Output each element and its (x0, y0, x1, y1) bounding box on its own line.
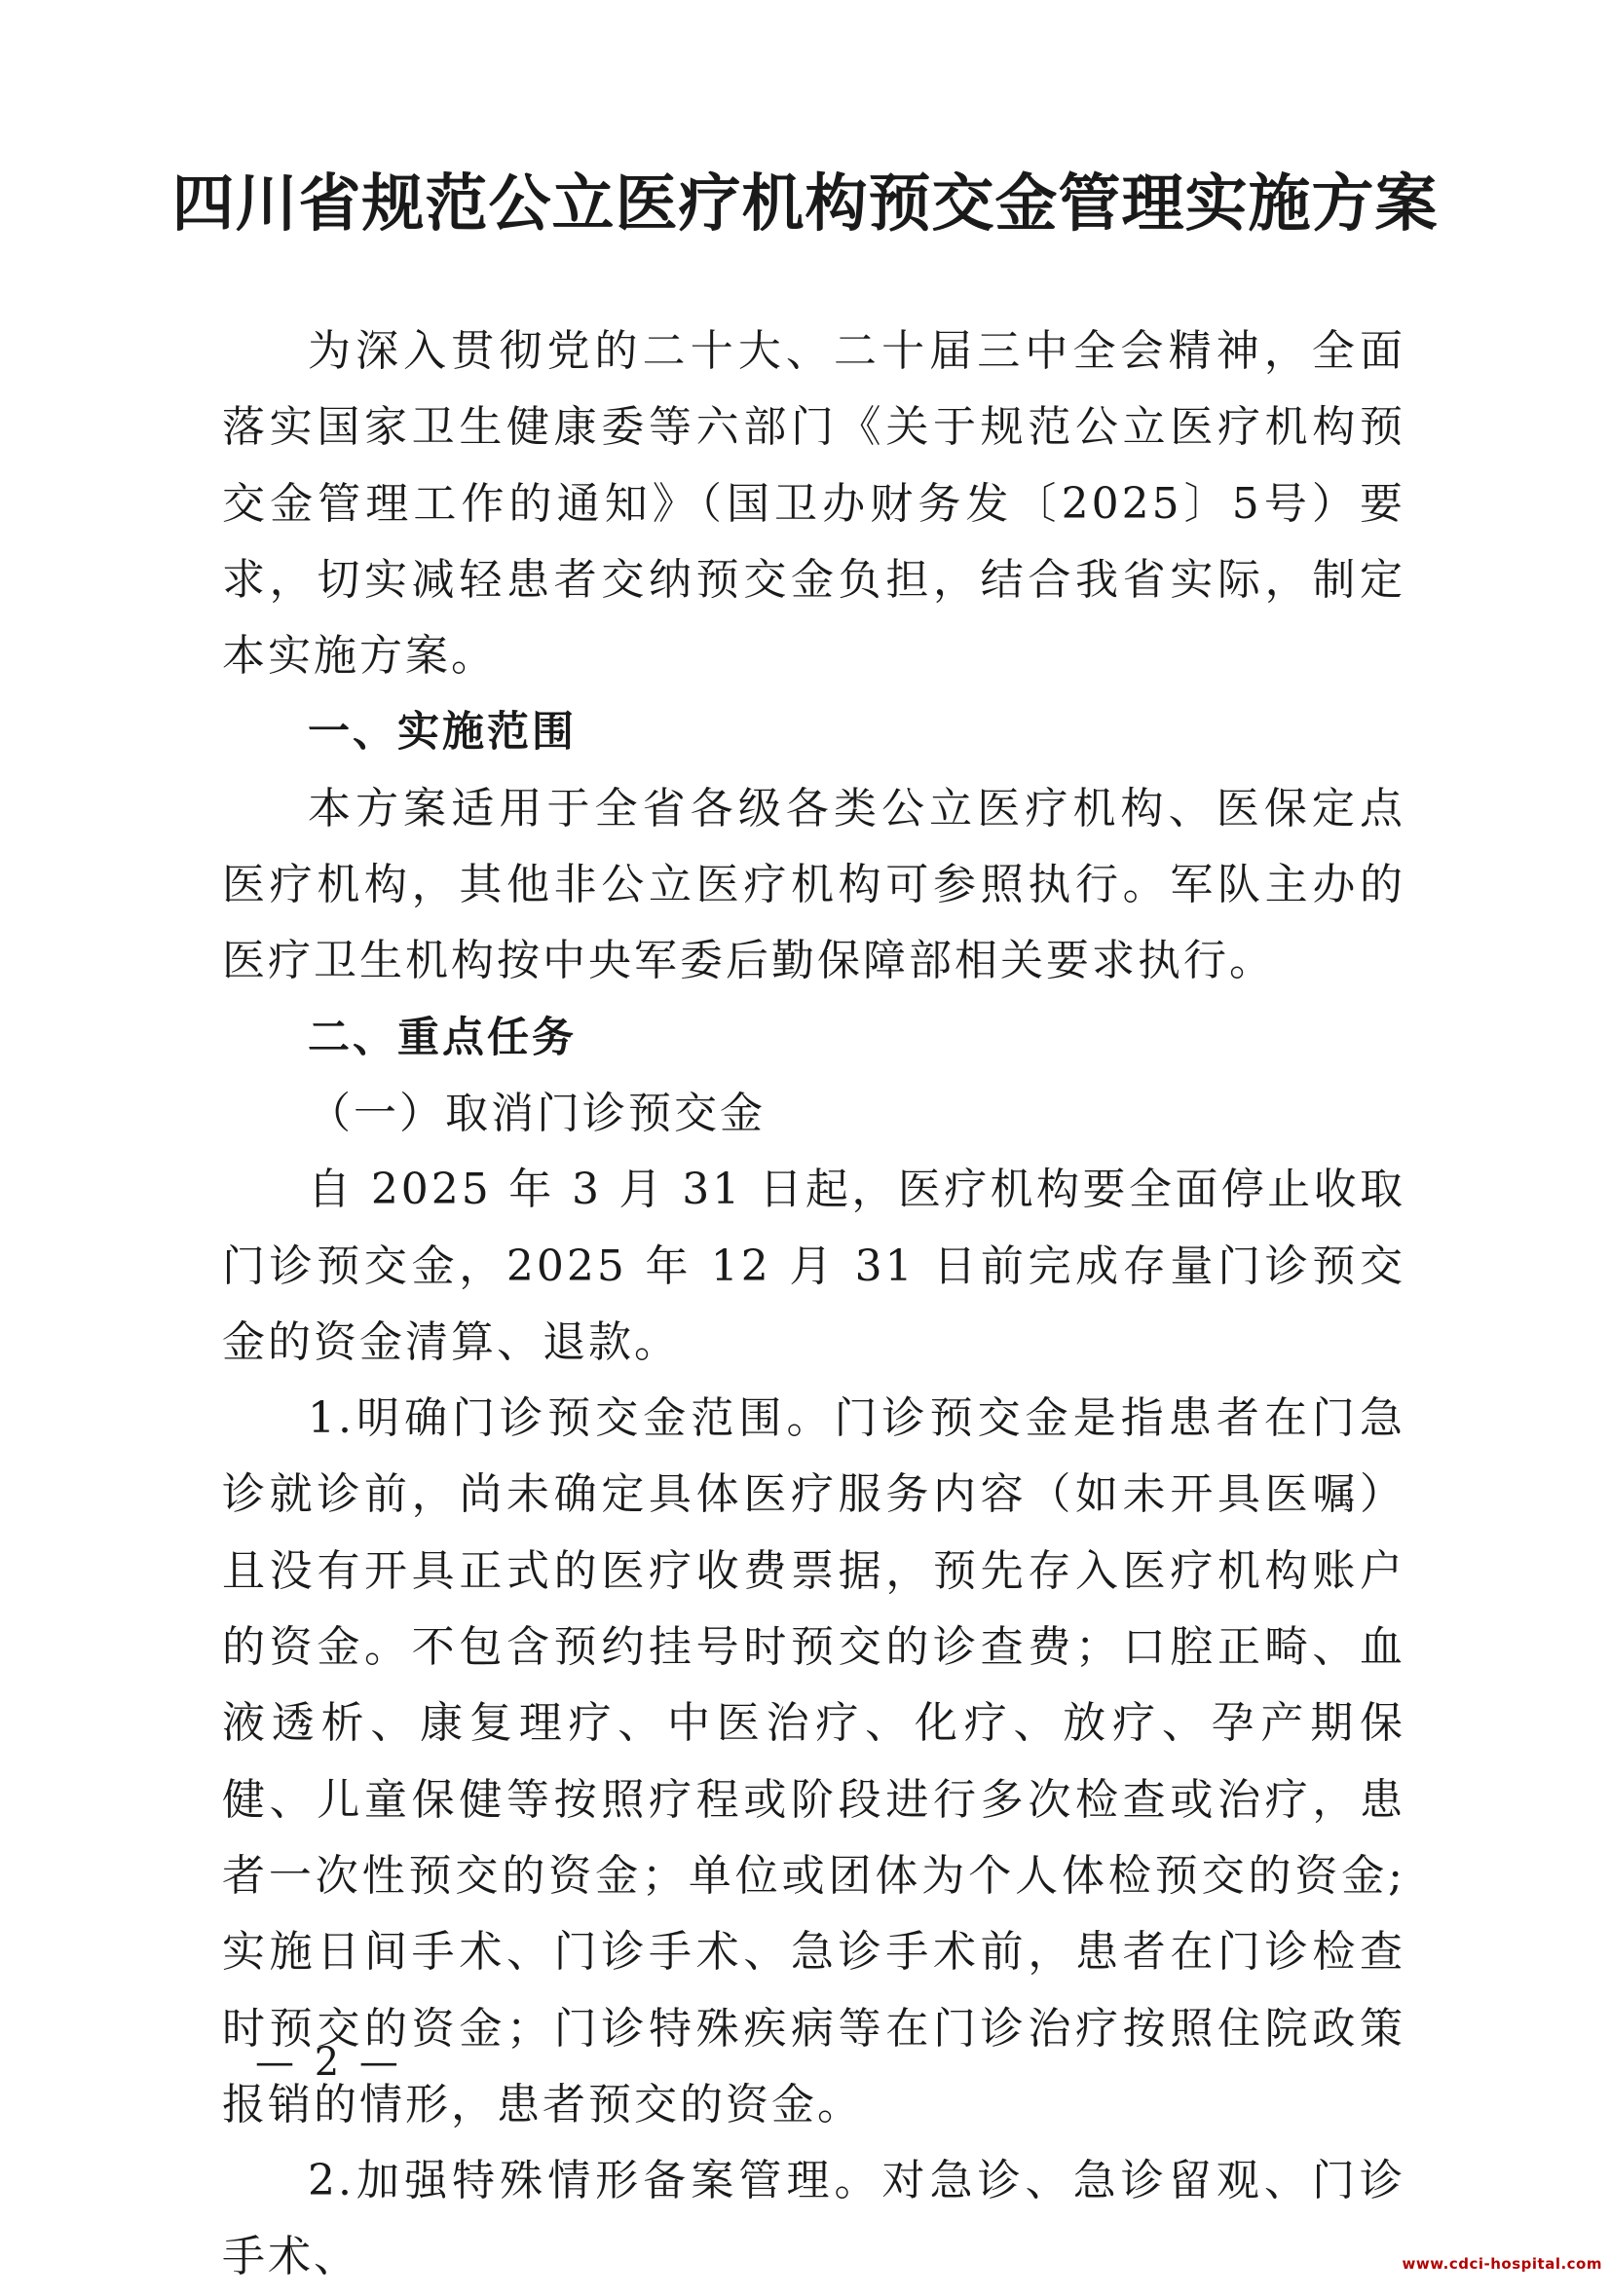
site-watermark: www.cdci-hospital.com (1402, 2255, 1602, 2273)
deposit-scope-paragraph: 1.明确门诊预交金范围。门诊预交金是指患者在门急诊就诊前，尚未确定具体医疗服务内容（如未开具医嘱）且没有开具正式的医疗收费票据，预先存入医疗机构账户的资金。不包含预约挂号时预交的诊查费；口腔正畸、血液透析、康复理疗、中医治疗、化疗、放疗、孕产期保健、儿童保健等按照疗程或阶段进行多次检查或治疗，患者一次性预交的资金；单位或团体为个人体检预交的资金;实施日间手术、门诊手术、急诊手术前，患者在门诊检查时预交的资金；门诊特殊疾病等在门诊治疗按照住院政策报销的情形，患者预交的资金。 (222, 1393, 1405, 2129)
subsection-heading-cancel-deposit: （一）取消门诊预交金 (308, 1088, 766, 1138)
special-case-paragraph: 2.加强特殊情形备案管理。对急诊、急诊留观、门诊手术、 (222, 2156, 1405, 2282)
deadline-paragraph: 自 2025 年 3 月 31 日起，医疗机构要全面停止收取门诊预交金，2025 年 12 月 31 日前完成存量门诊预交金的资金清算、退款。 (222, 1165, 1405, 1367)
section-heading-scope: 一、实施范围 (308, 708, 577, 758)
document-body (222, 314, 1405, 2296)
scope-paragraph: 本方案适用于全省各级各类公立医疗机构、医保定点医疗机构，其他非公立医疗机构可参照执行。军队主办的医疗卫生机构按中央军委后勤保障部相关要求执行。 (222, 783, 1405, 986)
page-title: 四川省规范公立医疗机构预交金管理实施方案 (171, 167, 1439, 241)
page-number: — 2 — (255, 2040, 402, 2085)
section-heading-tasks: 二、重点任务 (308, 1013, 577, 1062)
intro-paragraph: 为深入贯彻党的二十大、二十届三中全会精神，全面落实国家卫生健康委等六部门《关于规范公立医疗机构预交金管理工作的通知》（国卫办财务发〔2025〕5号）要求，切实减轻患者交纳预交金负担，结合我省实际，制定本实施方案。 (222, 326, 1405, 682)
